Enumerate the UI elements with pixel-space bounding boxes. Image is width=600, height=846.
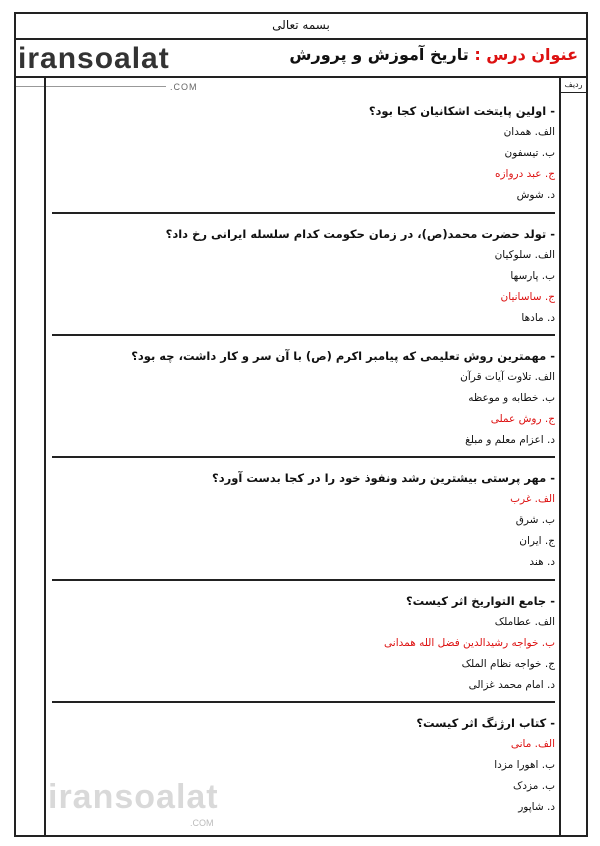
answer-option: د. اعزام معلم و مبلغ [465,434,555,446]
basmala-header: بسمه تعالی [14,12,588,40]
question-block [46,467,555,573]
answer-option-correct: ج. ساسانیان [500,291,555,303]
answer-option-correct: الف. مانی [510,738,555,750]
answer-option: الف. همدان [503,126,555,138]
course-label: عنوان درس : [474,45,578,64]
answer-option: ب. مزدک [512,780,555,792]
answer-option: د. امام محمد غزالی [468,679,555,691]
answer-option: ب. شرق [515,514,555,526]
question-divider [52,579,555,581]
question-block [46,223,555,329]
answer-option: د. هند [529,556,555,568]
question-block [46,590,555,696]
question-block [46,100,555,206]
answer-option-correct: ب. خواجه رشیدالدین فضل الله همدانی [384,637,555,649]
answer-option: ج. ایران [519,535,555,547]
question-text: - تولد حضرت محمد(ص)، در زمان حکومت کدام سلسله ایرانی رخ داد؟ [165,227,555,241]
answer-option: ب. تیسفون [504,147,555,159]
right-margin-line [559,78,561,835]
site-logo: iransoalat [18,42,170,75]
watermark-logo: iransoalat [48,778,219,816]
course-name: تاریخ آموزش و پرورش [289,45,469,64]
question-text: - کتاب ارژنگ اثر کیست؟ [416,716,555,730]
question-divider [52,701,555,703]
answer-option-correct: ج. عبد دروازه [494,168,555,180]
question-text: - مهمترین روش تعلیمی که پیامبر اکرم (ص) با آن سر و کار داشت، چه بود؟ [131,349,555,363]
title-bar [14,40,588,78]
question-divider [52,334,555,336]
answer-option-correct: الف. غرب [510,493,555,505]
answer-option: د. شوش [516,189,555,201]
answer-option-correct: ج. روش عملی [490,413,555,425]
logo-suffix: .COM [170,82,198,92]
question-text: - اولین پایتخت اشکانیان کجا بود؟ [368,104,555,118]
answer-option: ب. اهورا مزدا [494,759,555,771]
radif-column-header: ردیف [564,80,583,89]
question-divider [52,212,555,214]
question-block [46,345,555,451]
answer-option: ب. پارسها [510,270,555,282]
answer-option: ج. خواجه نظام الملک [461,658,555,670]
answer-option: الف. تلاوت آیات قرآن [460,371,555,383]
answer-option: د. شاپور [518,801,555,813]
answer-option: الف. عطاملک [494,616,555,628]
answer-option: ب. خطابه و موعظه [468,392,555,404]
question-text: - مهر پرستی بیشترین رشد ونفوذ خود را در کجا بدست آورد؟ [212,471,555,485]
answer-option: د. مادها [521,312,555,324]
logo-underline [16,86,166,87]
question-text: - جامع التواریخ اثر کیست؟ [405,594,555,608]
radif-header-divider [561,92,586,93]
answer-option: الف. سلوکیان [494,249,555,261]
question-divider [52,456,555,458]
watermark-suffix: .COM [190,818,214,828]
course-title [289,45,578,64]
